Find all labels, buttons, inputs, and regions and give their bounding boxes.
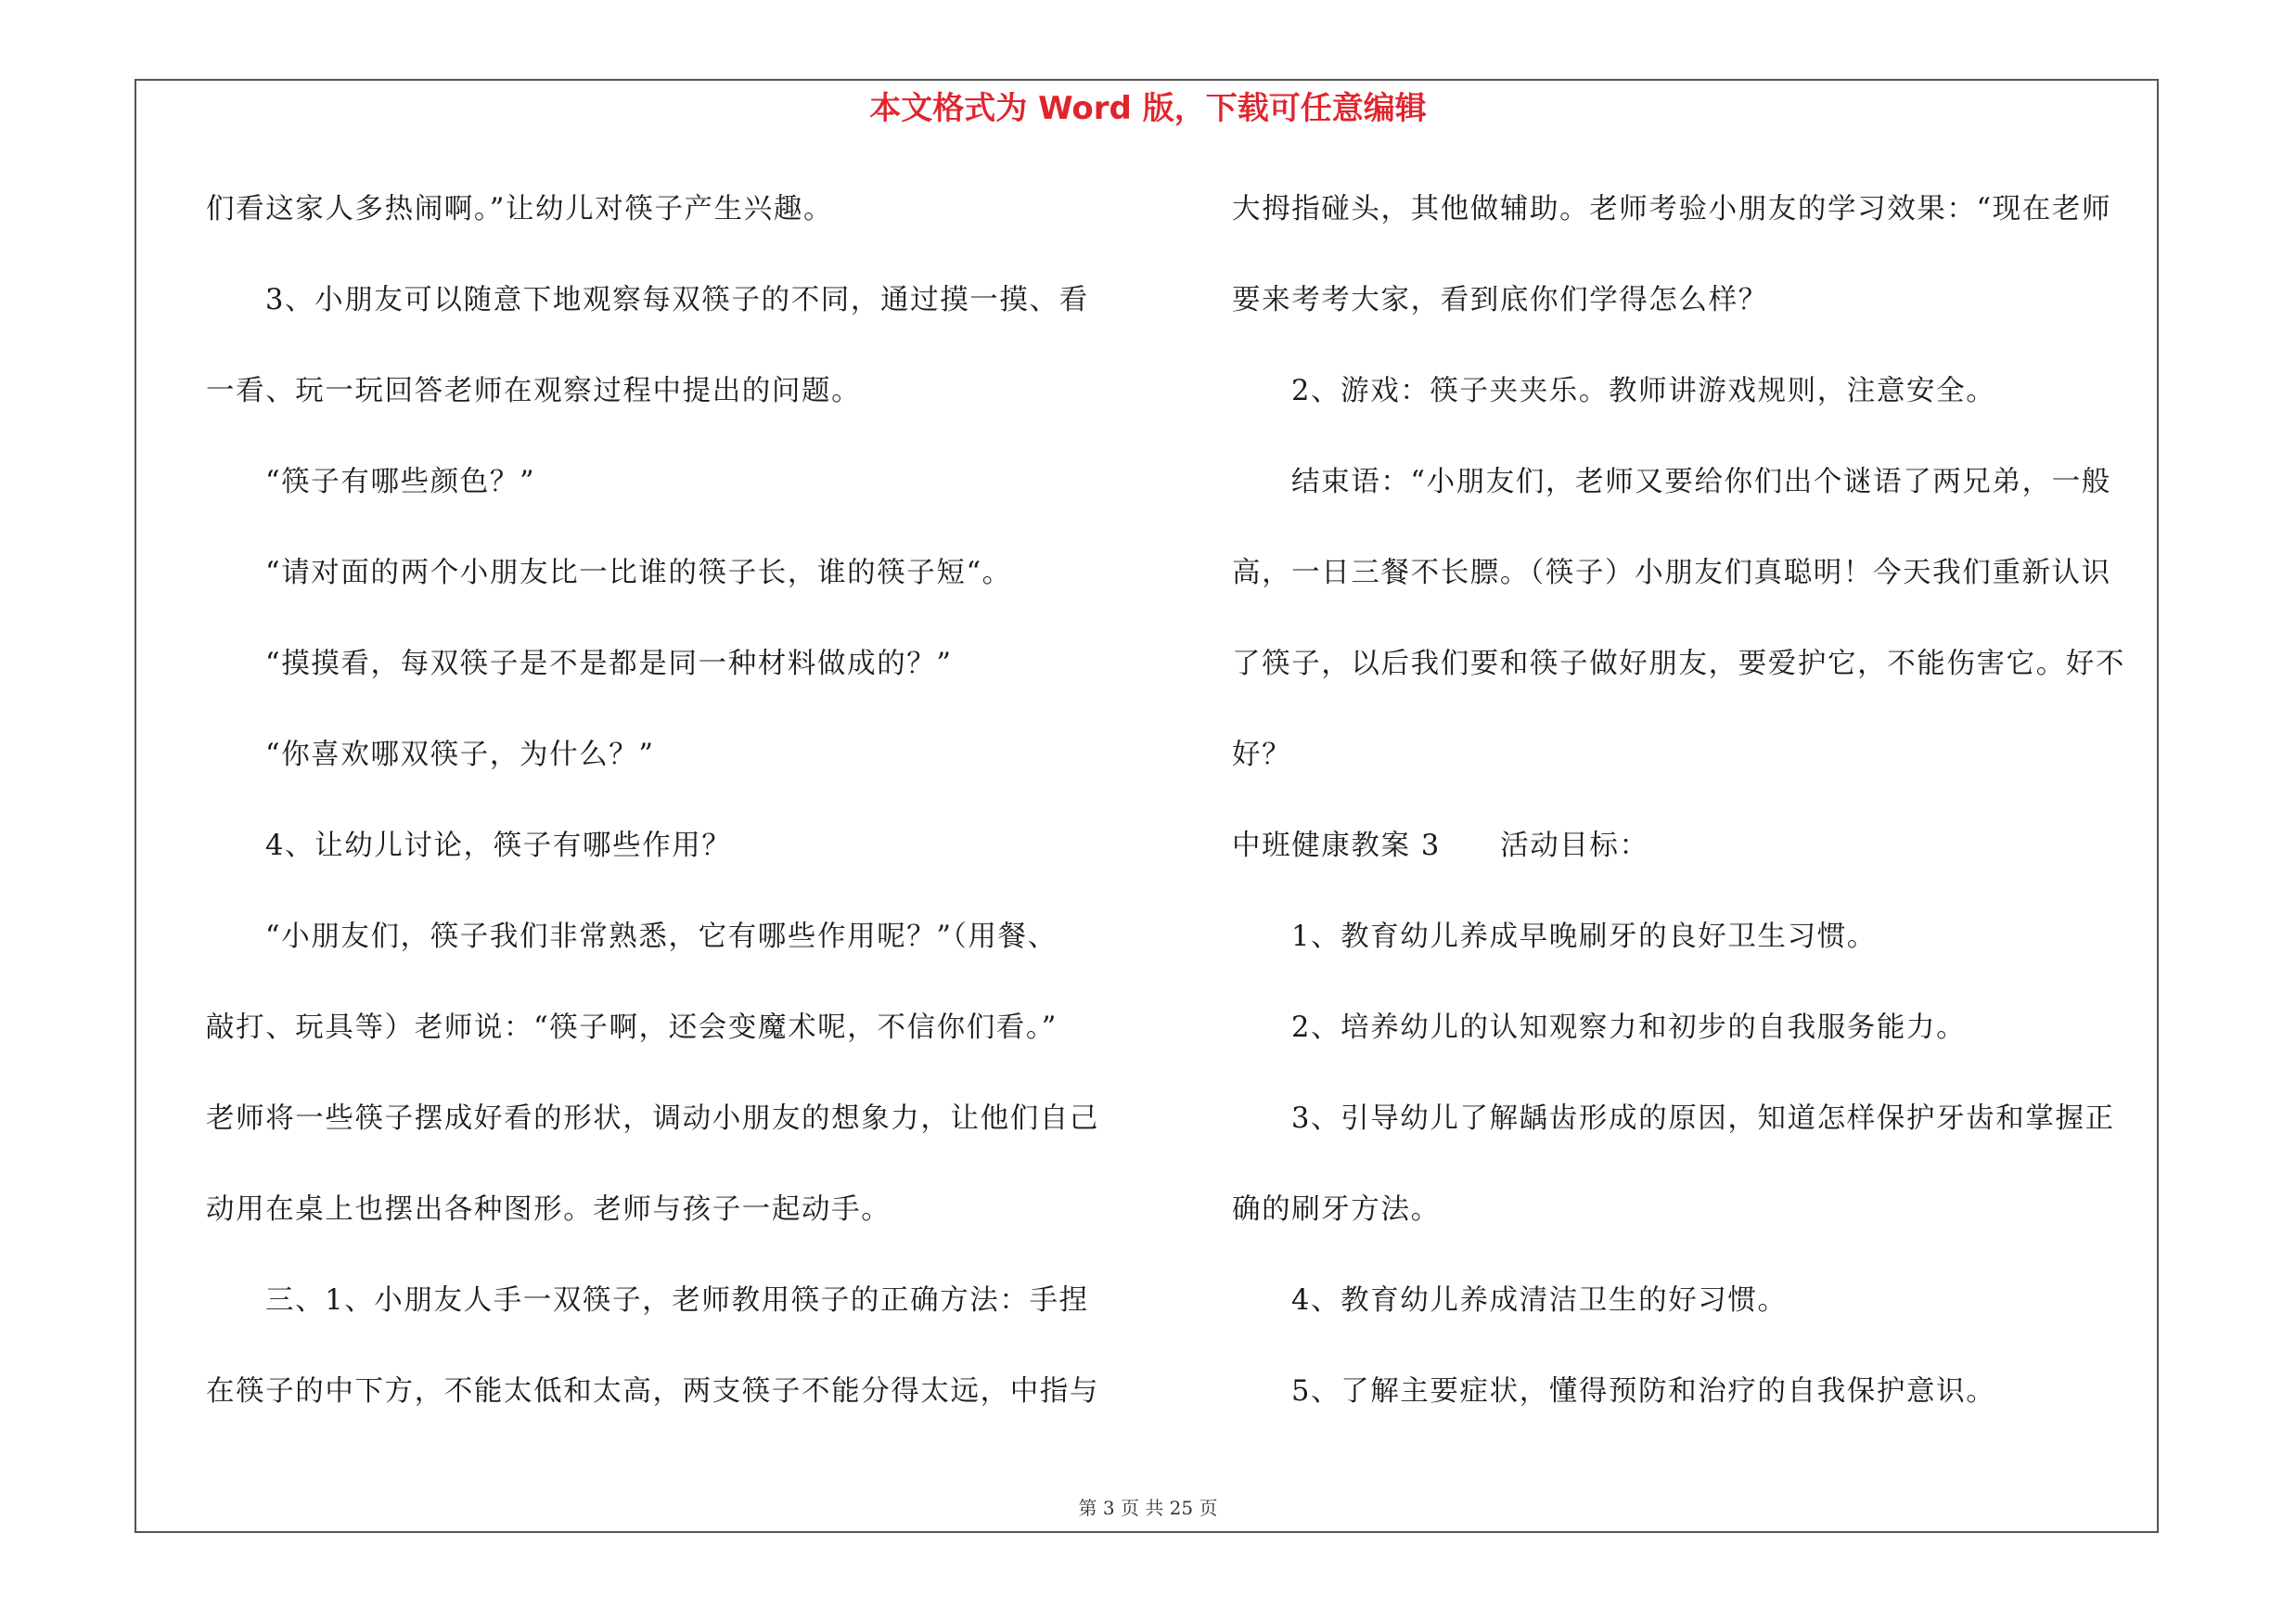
text-line: “摸摸看，每双筷子是不是都是同一种材料做成的？” (265, 648, 953, 680)
text-line: 在筷子的中下方，不能太低和太高，两支筷子不能分得太远，中指与 (206, 1375, 1099, 1408)
text-line: 高，一日三餐不长膘。（筷子）小朋友们真聪明！今天我们重新认识 (1232, 557, 2111, 589)
text-line: “请对面的两个小朋友比一比谁的筷子长，谁的筷子短“。 (265, 557, 1012, 589)
page-number-footer: 第 3 页 共 25 页 (1078, 1497, 1218, 1519)
text-line: 2、游戏：筷子夹夹乐。教师讲游戏规则，注意安全。 (1291, 375, 1996, 407)
text-line: 3、引导幼儿了解龋齿形成的原因，知道怎样保护牙齿和掌握正 (1291, 1102, 2115, 1135)
text-line: 4、教育幼儿养成清洁卫生的好习惯。 (1291, 1284, 1788, 1317)
text-line: 大拇指碰头，其他做辅助。老师考验小朋友的学习效果：“现在老师 (1232, 193, 2112, 225)
left-text-column (206, 182, 1134, 1455)
text-line: 结束语：“小朋友们，老师又要给你们出个谜语了两兄弟，一般 (1291, 466, 2111, 498)
text-line: 们看这家人多热闹啊。”让幼儿对筷子产生兴趣。 (206, 193, 834, 225)
text-line: 5、了解主要症状，懂得预防和治疗的自我保护意识。 (1291, 1375, 1996, 1408)
right-text-column (1232, 182, 2160, 1455)
text-line: 老师将一些筷子摆成好看的形状，调动小朋友的想象力，让他们自己 (206, 1102, 1099, 1135)
text-line: 3、小朋友可以随意下地观察每双筷子的不同，通过摸一摸、看 (265, 284, 1089, 316)
text-line: 三、1、小朋友人手一双筷子，老师教用筷子的正确方法：手捏 (265, 1284, 1089, 1317)
word-format-banner: 本文格式为 Word 版，下载可任意编辑 (869, 90, 1427, 127)
text-line: 敲打、玩具等）老师说：“筷子啊，还会变魔术呢，不信你们看。” (206, 1011, 1058, 1044)
section-heading-line: 中班健康教案 3 活动目标： (1232, 830, 1649, 862)
text-line: 动用在桌上也摆出各种图形。老师与孩子一起动手。 (206, 1193, 891, 1226)
text-line: 要来考考大家，看到底你们学得怎么样？ (1232, 284, 1768, 316)
text-line: 2、培养幼儿的认知观察力和初步的自我服务能力。 (1291, 1011, 1967, 1044)
text-line: 确的刷牙方法。 (1232, 1193, 1441, 1226)
text-line: “小朋友们，筷子我们非常熟悉，它有哪些作用呢？”（用餐、 (265, 921, 1058, 953)
text-line: 好？ (1232, 739, 1292, 771)
text-line: “你喜欢哪双筷子，为什么？” (265, 739, 655, 771)
text-line: “筷子有哪些颜色？” (265, 466, 536, 498)
text-line: 一看、玩一玩回答老师在观察过程中提出的问题。 (206, 375, 862, 407)
text-line: 4、让幼儿讨论，筷子有哪些作用？ (265, 830, 732, 862)
text-line: 了筷子，以后我们要和筷子做好朋友，要爱护它，不能伤害它。好不 (1232, 648, 2125, 680)
text-line: 1、教育幼儿养成早晚刷牙的良好卫生习惯。 (1291, 921, 1877, 953)
